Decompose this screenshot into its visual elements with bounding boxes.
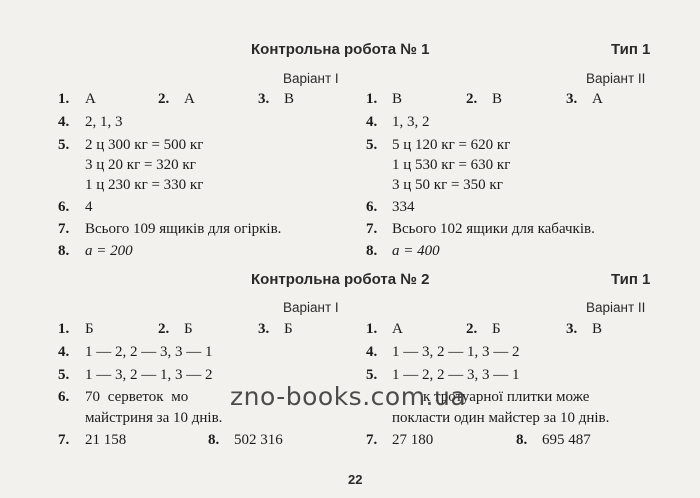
work1-v1-q5-line3: 1 ц 230 кг = 330 кг [85,177,204,193]
q1-number: 1. [366,321,378,337]
q5-number: 5. [366,367,378,383]
work2-v1-q1: Б [85,321,94,337]
watermark-text: zno-books.com.ua [230,382,467,411]
work2-v1-q6-line1: 70 серветок мо [85,389,189,405]
q7-number: 7. [58,221,70,237]
work1-v2-q8: a = 400 [392,243,440,259]
page-number: 22 [348,472,363,487]
work2-type: Тип 1 [611,271,651,288]
q3-number: 3. [566,91,578,107]
work1-v1-q7: Всього 109 ящиків для огірків. [85,221,282,237]
work2-v2-q8: 695 487 [542,432,591,448]
q1-number: 1. [58,91,70,107]
q4-number: 4. [58,344,70,360]
work1-v2-q5-line1: 5 ц 120 кг = 620 кг [392,137,511,153]
q7-number: 7. [366,432,378,448]
q2-number: 2. [466,91,478,107]
work1-v1-q8: a = 200 [85,243,133,259]
work1-v1-q5-line2: 3 ц 20 кг = 320 кг [85,157,196,173]
work2-v1-q4: 1 — 2, 2 — 3, 3 — 1 [85,344,213,360]
work1-v2-q6: 334 [392,199,415,215]
q3-number: 3. [258,91,270,107]
work2-v1-q2: Б [184,321,193,337]
work1-v1-q1: А [85,91,96,107]
work1-v1-q6: 4 [85,199,93,215]
work2-variant2-label: Варіант ІІ [586,300,646,315]
work1-v1-q2: А [184,91,195,107]
work2-v1-q7: 21 158 [85,432,127,448]
q8-number: 8. [366,243,378,259]
work2-v1-q8: 502 316 [234,432,283,448]
work2-v1-q6-line2: майстриня за 10 днів. [85,410,223,426]
work1-v2-q3: А [592,91,603,107]
work1-v2-q1: В [392,91,403,107]
work2-v2-q2: Б [492,321,501,337]
q6-number: 6. [58,199,70,215]
work1-v2-q4: 1, 3, 2 [392,114,430,130]
work1-type: Тип 1 [611,41,651,58]
q3-number: 3. [258,321,270,337]
work2-v2-q3: В [592,321,603,337]
q3-number: 3. [566,321,578,337]
work1-v2-q2: В [492,91,503,107]
work1-v1-q4: 2, 1, 3 [85,114,123,130]
q5-number: 5. [58,137,70,153]
q7-number: 7. [366,221,378,237]
q4-number: 4. [366,344,378,360]
q1-number: 1. [366,91,378,107]
work2-variant1-label: Варіант І [283,300,339,315]
work2-v2-q6-line1: к тротуарної плитки може [423,389,590,405]
work2-v2-q4: 1 — 3, 2 — 1, 3 — 2 [392,344,520,360]
q4-number: 4. [58,114,70,130]
q8-number: 8. [208,432,220,448]
q2-number: 2. [466,321,478,337]
work2-v2-q7: 27 180 [392,432,434,448]
work1-title: Контрольна робота № 1 [251,41,430,58]
q6-number: 6. [58,389,70,405]
work1-variant2-label: Варіант ІІ [586,71,646,86]
q7-number: 7. [58,432,70,448]
work2-v1-q3: Б [284,321,293,337]
q2-number: 2. [158,91,170,107]
q8-number: 8. [58,243,70,259]
q6-number: 6. [366,199,378,215]
work2-v2-q6-line2: покласти один майстер за 10 днів. [392,410,610,426]
work2-v1-q5: 1 — 3, 2 — 1, 3 — 2 [85,367,213,383]
work2-v2-q1: А [392,321,403,337]
work2-v2-q5: 1 — 2, 2 — 3, 3 — 1 [392,367,520,383]
work1-v1-q3: В [284,91,295,107]
q5-number: 5. [58,367,70,383]
work1-v2-q7: Всього 102 ящики для кабачків. [392,221,595,237]
work2-title: Контрольна робота № 2 [251,271,430,288]
work1-variant1-label: Варіант І [283,71,339,86]
work1-v2-q5-line3: 3 ц 50 кг = 350 кг [392,177,503,193]
work1-v1-q5-line1: 2 ц 300 кг = 500 кг [85,137,204,153]
q5-number: 5. [366,137,378,153]
q1-number: 1. [58,321,70,337]
q4-number: 4. [366,114,378,130]
q8-number: 8. [516,432,528,448]
work1-v2-q5-line2: 1 ц 530 кг = 630 кг [392,157,511,173]
q2-number: 2. [158,321,170,337]
